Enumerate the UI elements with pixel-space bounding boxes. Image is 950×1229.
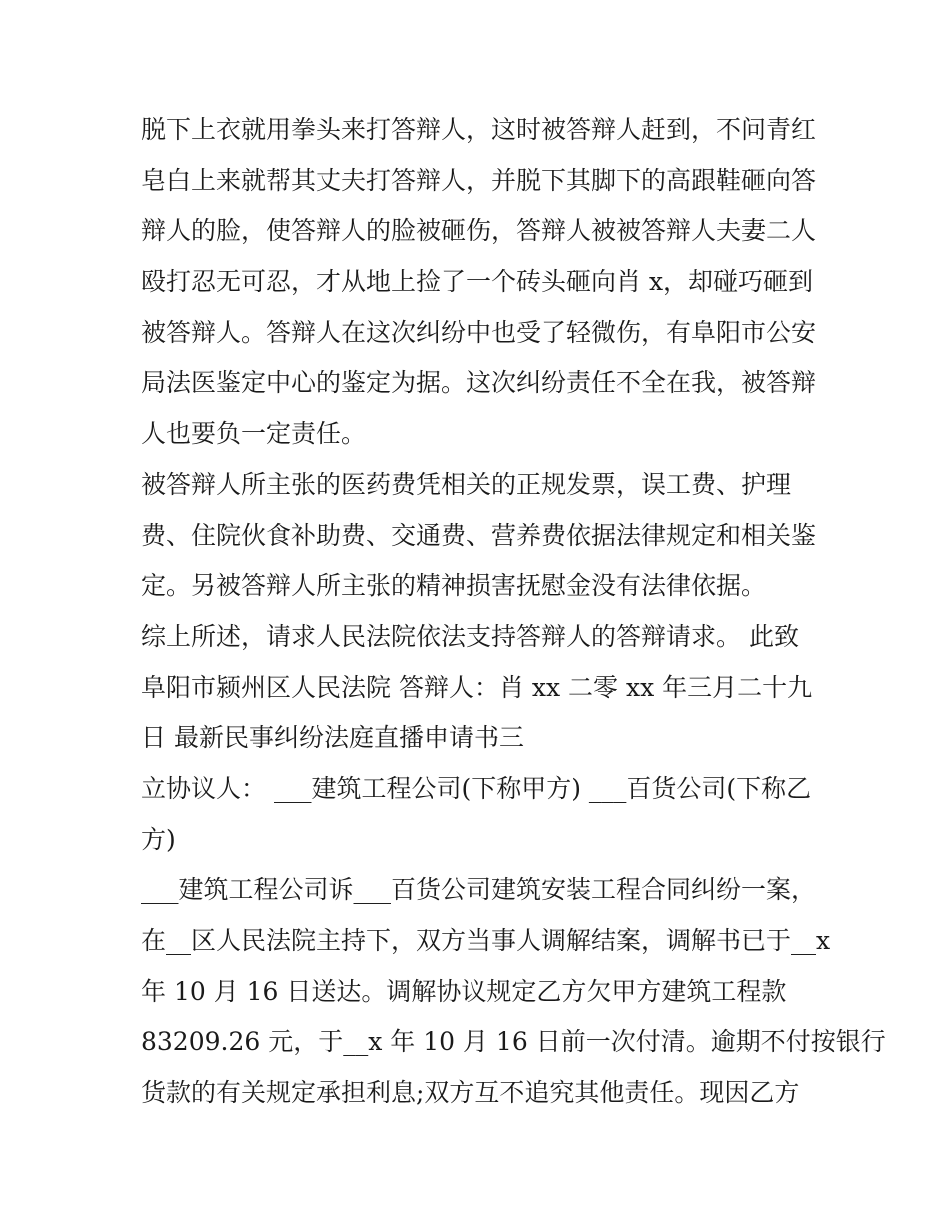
text-line: 脱下上衣就用拳头来打答辩人，这时被答辩人赶到，不问青红 (141, 115, 817, 144)
text-line: 综上所述，请求人民法院依法支持答辩人的答辩请求。 此致 (141, 621, 799, 651)
text-line: 83209.26 元，于__x 年 10 月 16 日前一次付清。逾期不付按银行 (141, 1027, 886, 1057)
text-line: 在__区人民法院主持下，双方当事人调解结案，调解书已于__x (141, 926, 831, 955)
text-line: 人也要负一定责任。 (141, 419, 367, 449)
text-line: 被答辩人。答辩人在这次纠纷中也受了轻微伤，有阜阳市公安 (141, 317, 817, 347)
text-line: 阜阳市颍州区人民法院 答辩人：肖 xx 二零 xx 年三月二十九 (141, 672, 813, 702)
body-text (141, 105, 886, 1119)
text-line: 年 10 月 16 日送达。调解协议规定乙方欠甲方建筑工程款 (141, 976, 787, 1006)
text-line: 立协议人： ___建筑工程公司(下称甲方) ___百货公司(下称乙 (141, 773, 812, 803)
text-line: 方) (141, 824, 176, 854)
text-line: 辩人的脸，使答辩人的脸被砸伤，答辩人被被答辩人夫妻二人 (141, 216, 817, 246)
text-line: 定。另被答辩人所主张的精神损害抚慰金没有法律依据。 (141, 571, 767, 601)
text-line: 被答辩人所主张的医药费凭相关的正规发票，误工费、护理 (141, 469, 792, 499)
text-line: 局法医鉴定中心的鉴定为据。这次纠纷责任不全在我，被答辩 (141, 368, 817, 398)
text-line: ___建筑工程公司诉___百货公司建筑安装工程合同纠纷一案， (141, 875, 817, 905)
text-line: 皂白上来就帮其丈夫打答辩人，并脱下其脚下的高跟鞋砸向答 (141, 165, 817, 195)
text-line: 货款的有关规定承担利息;双方互不追究其他责任。现因乙方 (141, 1078, 800, 1108)
text-line: 殴打忍无可忍，才从地上捡了一个砖头砸向肖 x，却碰巧砸到 (141, 267, 814, 297)
text-line: 费、住院伙食补助费、交通费、营养费依据法律规定和相关鉴 (141, 520, 817, 550)
text-line: 日 最新民事纠纷法庭直播申请书三 (141, 723, 524, 753)
